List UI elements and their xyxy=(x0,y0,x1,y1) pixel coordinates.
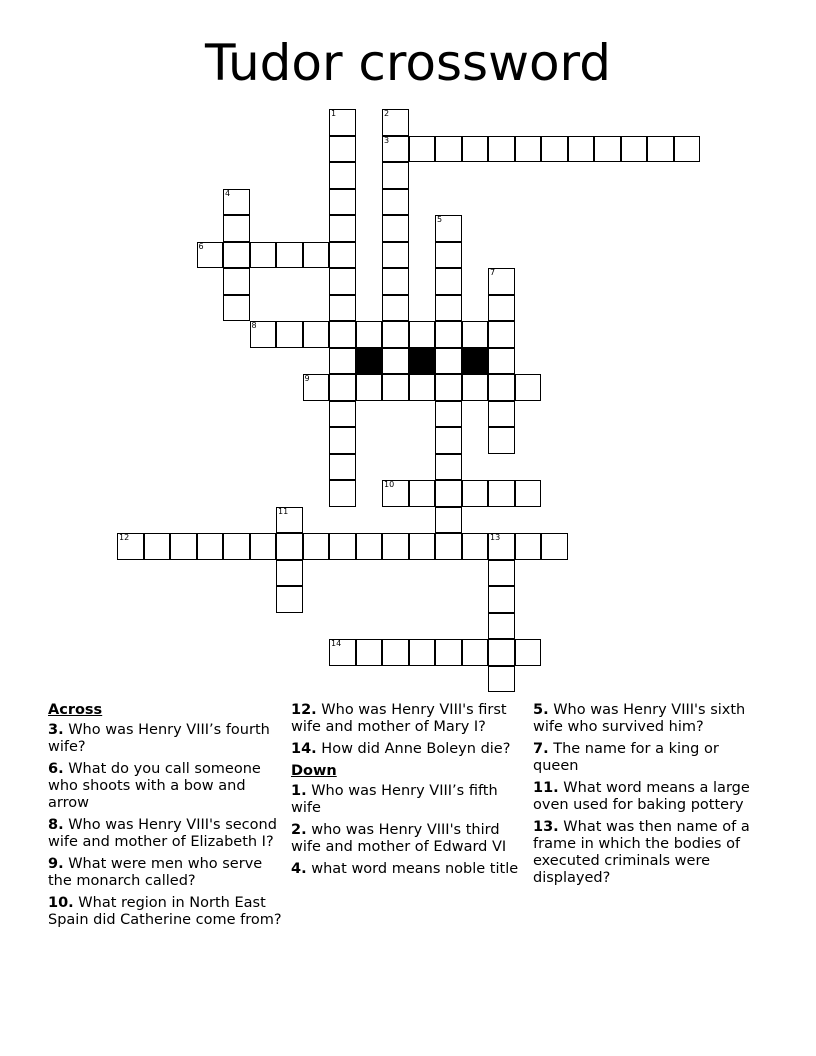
grid-cell[interactable] xyxy=(382,268,409,295)
grid-cell[interactable] xyxy=(409,136,436,163)
clue-number: 8. xyxy=(48,817,64,833)
clue-number-label: 14 xyxy=(331,639,342,648)
grid-cell[interactable] xyxy=(435,321,462,348)
clue-text: Who was Henry VIII's first wife and mother of Mary I? xyxy=(291,702,507,735)
grid-cell[interactable] xyxy=(382,189,409,216)
grid-cell[interactable] xyxy=(382,109,409,136)
grid-cell[interactable] xyxy=(488,533,515,560)
black-cell xyxy=(409,348,436,375)
grid-cell[interactable] xyxy=(117,533,144,560)
grid-cell[interactable] xyxy=(435,348,462,375)
grid-cell[interactable] xyxy=(488,268,515,295)
grid-cell[interactable] xyxy=(170,533,197,560)
down-heading: Down xyxy=(291,763,337,779)
grid-cell[interactable] xyxy=(488,639,515,666)
grid-cell[interactable] xyxy=(329,215,356,242)
grid-cell[interactable] xyxy=(515,374,542,401)
clue-text: who was Henry VIII's third wife and mother of Edward VI xyxy=(291,822,507,855)
clue-number: 4. xyxy=(291,861,307,877)
grid-cell[interactable] xyxy=(409,480,436,507)
grid-cell[interactable] xyxy=(250,242,277,269)
grid-cell[interactable] xyxy=(488,348,515,375)
grid-cell[interactable] xyxy=(329,295,356,322)
grid-cell[interactable] xyxy=(223,215,250,242)
grid-cell[interactable] xyxy=(515,533,542,560)
grid-cell[interactable] xyxy=(382,136,409,163)
grid-cell[interactable] xyxy=(329,109,356,136)
clue-number: 3. xyxy=(48,722,64,738)
grid-cell[interactable] xyxy=(356,533,383,560)
grid-cell[interactable] xyxy=(435,427,462,454)
grid-cell[interactable] xyxy=(488,321,515,348)
grid-cell[interactable] xyxy=(329,321,356,348)
grid-cell[interactable] xyxy=(488,560,515,587)
clue-number: 1. xyxy=(291,783,307,799)
grid-cell[interactable] xyxy=(462,321,489,348)
grid-cell[interactable] xyxy=(435,268,462,295)
grid-cell[interactable] xyxy=(488,586,515,613)
grid-cell[interactable] xyxy=(329,136,356,163)
clue-number: 7. xyxy=(533,741,549,757)
clue-number-label: 8 xyxy=(251,321,257,330)
grid-cell[interactable] xyxy=(303,533,330,560)
grid-cell[interactable] xyxy=(435,507,462,534)
across-clue xyxy=(48,895,284,929)
black-cell xyxy=(356,348,383,375)
down-clue xyxy=(533,780,765,814)
grid-cell[interactable] xyxy=(462,374,489,401)
grid-cell[interactable] xyxy=(329,374,356,401)
grid-cell[interactable] xyxy=(435,215,462,242)
grid-cell[interactable] xyxy=(276,242,303,269)
clue-text: Who was Henry VIII's second wife and mother of Elizabeth I? xyxy=(48,817,277,850)
grid-cell[interactable] xyxy=(488,613,515,640)
clue-number: 6. xyxy=(48,761,64,777)
grid-cell[interactable] xyxy=(435,242,462,269)
grid-cell[interactable] xyxy=(488,295,515,322)
grid-cell[interactable] xyxy=(621,136,648,163)
grid-cell[interactable] xyxy=(197,242,224,269)
clue-number-label: 2 xyxy=(384,109,390,118)
grid-cell[interactable] xyxy=(144,533,171,560)
grid-cell[interactable] xyxy=(276,507,303,534)
grid-cell[interactable] xyxy=(382,242,409,269)
grid-cell[interactable] xyxy=(382,295,409,322)
grid-cell[interactable] xyxy=(674,136,701,163)
grid-cell[interactable] xyxy=(276,586,303,613)
grid-cell[interactable] xyxy=(223,268,250,295)
down-clue xyxy=(291,861,523,878)
puzzle-title: Tudor crossword xyxy=(205,34,611,92)
grid-cell[interactable] xyxy=(435,533,462,560)
grid-cell[interactable] xyxy=(488,427,515,454)
clue-number: 5. xyxy=(533,702,549,718)
clue-number-label: 9 xyxy=(304,374,310,383)
grid-cell[interactable] xyxy=(462,136,489,163)
across-heading: Across xyxy=(48,702,103,718)
grid-cell[interactable] xyxy=(568,136,595,163)
grid-cell[interactable] xyxy=(488,136,515,163)
down-clue xyxy=(533,702,765,736)
clue-text: What were men who serve the monarch called? xyxy=(48,856,263,889)
clue-text: What do you call someone who shoots with a bow and arrow xyxy=(48,761,261,811)
clue-text: Who was Henry VIII’s fifth wife xyxy=(291,783,498,816)
clue-text: What region in North East Spain did Catherine come from? xyxy=(48,895,282,928)
across-clue xyxy=(48,722,284,756)
grid-cell[interactable] xyxy=(488,401,515,428)
grid-cell[interactable] xyxy=(382,480,409,507)
clue-number-label: 4 xyxy=(225,188,231,198)
clue-number: 11. xyxy=(533,780,559,796)
grid-cell[interactable] xyxy=(382,374,409,401)
clue-text: what word means noble title xyxy=(306,861,519,877)
clue-number: 13. xyxy=(533,819,559,835)
grid-cell[interactable] xyxy=(303,242,330,269)
grid-cell[interactable] xyxy=(276,321,303,348)
black-cell xyxy=(462,348,489,375)
clue-column-3 xyxy=(533,702,765,892)
grid-cell[interactable] xyxy=(303,374,330,401)
grid-cell[interactable] xyxy=(409,639,436,666)
grid-cell[interactable] xyxy=(435,639,462,666)
grid-cell[interactable] xyxy=(382,533,409,560)
across-clue xyxy=(48,761,284,812)
grid-cell[interactable] xyxy=(541,533,568,560)
grid-cell[interactable] xyxy=(462,480,489,507)
grid-cell[interactable] xyxy=(223,295,250,322)
grid-cell[interactable] xyxy=(223,533,250,560)
grid-cell[interactable] xyxy=(329,268,356,295)
grid-cell[interactable] xyxy=(329,401,356,428)
grid-cell[interactable] xyxy=(329,480,356,507)
grid-cell[interactable] xyxy=(329,162,356,189)
grid-cell[interactable] xyxy=(250,533,277,560)
grid-cell[interactable] xyxy=(435,136,462,163)
clue-column-2 xyxy=(291,702,523,883)
grid-cell[interactable] xyxy=(276,533,303,560)
grid-cell[interactable] xyxy=(356,639,383,666)
grid-cell[interactable] xyxy=(488,666,515,693)
clue-number: 14. xyxy=(291,741,317,757)
clue-number-label: 1 xyxy=(331,109,337,118)
grid-cell[interactable] xyxy=(329,454,356,481)
grid-cell[interactable] xyxy=(409,533,436,560)
grid-cell[interactable] xyxy=(356,374,383,401)
grid-cell[interactable] xyxy=(435,295,462,322)
down-clue xyxy=(533,741,765,775)
grid-cell[interactable] xyxy=(515,480,542,507)
grid-cell[interactable] xyxy=(329,427,356,454)
clue-text: The name for a king or queen xyxy=(533,741,719,774)
clue-number: 12. xyxy=(291,702,317,718)
clue-number: 9. xyxy=(48,856,64,872)
clue-text: How did Anne Boleyn die? xyxy=(316,741,511,757)
grid-cell[interactable] xyxy=(462,533,489,560)
grid-cell[interactable] xyxy=(435,401,462,428)
grid-cell[interactable] xyxy=(329,348,356,375)
grid-cell[interactable] xyxy=(488,480,515,507)
clue-number-label: 6 xyxy=(198,241,204,251)
down-clue xyxy=(291,822,523,856)
grid-cell[interactable] xyxy=(329,639,356,666)
grid-cell[interactable] xyxy=(515,136,542,163)
grid-cell[interactable] xyxy=(435,374,462,401)
grid-cell[interactable] xyxy=(435,454,462,481)
grid-cell[interactable] xyxy=(488,374,515,401)
grid-cell[interactable] xyxy=(409,374,436,401)
down-clue xyxy=(533,819,765,887)
grid-cell[interactable] xyxy=(329,533,356,560)
grid-cell[interactable] xyxy=(329,242,356,269)
grid-cell[interactable] xyxy=(250,321,277,348)
grid-cell[interactable] xyxy=(462,639,489,666)
across-clue xyxy=(291,741,523,758)
clue-column-1 xyxy=(48,702,284,934)
clue-number-label: 11 xyxy=(278,506,289,516)
clue-number-label: 5 xyxy=(437,215,443,224)
grid-cell[interactable] xyxy=(409,321,436,348)
grid-cell[interactable] xyxy=(594,136,621,163)
grid-cell[interactable] xyxy=(382,639,409,666)
grid-cell[interactable] xyxy=(382,321,409,348)
clue-number-label: 10 xyxy=(384,480,395,489)
grid-cell[interactable] xyxy=(329,189,356,216)
across-clue xyxy=(48,817,284,851)
grid-cell[interactable] xyxy=(541,136,568,163)
clue-number: 10. xyxy=(48,895,74,911)
clue-text: What was then name of a frame in which the bodies of executed criminals were displayed? xyxy=(533,819,750,886)
across-clue xyxy=(48,856,284,890)
grid-cell[interactable] xyxy=(276,560,303,587)
grid-cell[interactable] xyxy=(647,136,674,163)
clue-number-label: 12 xyxy=(119,533,130,542)
clue-number-label: 3 xyxy=(384,135,390,145)
grid-cell[interactable] xyxy=(303,321,330,348)
grid-cell[interactable] xyxy=(382,162,409,189)
clue-number: 2. xyxy=(291,822,307,838)
grid-cell[interactable] xyxy=(197,533,224,560)
clue-text: Who was Henry VIII’s fourth wife? xyxy=(48,722,270,755)
down-clue xyxy=(291,783,523,817)
across-clue xyxy=(291,702,523,736)
grid-cell[interactable] xyxy=(223,189,250,216)
grid-cell[interactable] xyxy=(515,639,542,666)
clue-number-label: 7 xyxy=(490,268,496,277)
grid-cell[interactable] xyxy=(223,242,250,269)
grid-cell[interactable] xyxy=(382,215,409,242)
clue-text: Who was Henry VIII's sixth wife who survived him? xyxy=(533,702,746,735)
grid-cell[interactable] xyxy=(435,480,462,507)
grid-cell[interactable] xyxy=(356,321,383,348)
clue-number-label: 13 xyxy=(490,533,501,542)
grid-cell[interactable] xyxy=(382,348,409,375)
clue-text: What word means a large oven used for baking pottery xyxy=(533,780,750,813)
